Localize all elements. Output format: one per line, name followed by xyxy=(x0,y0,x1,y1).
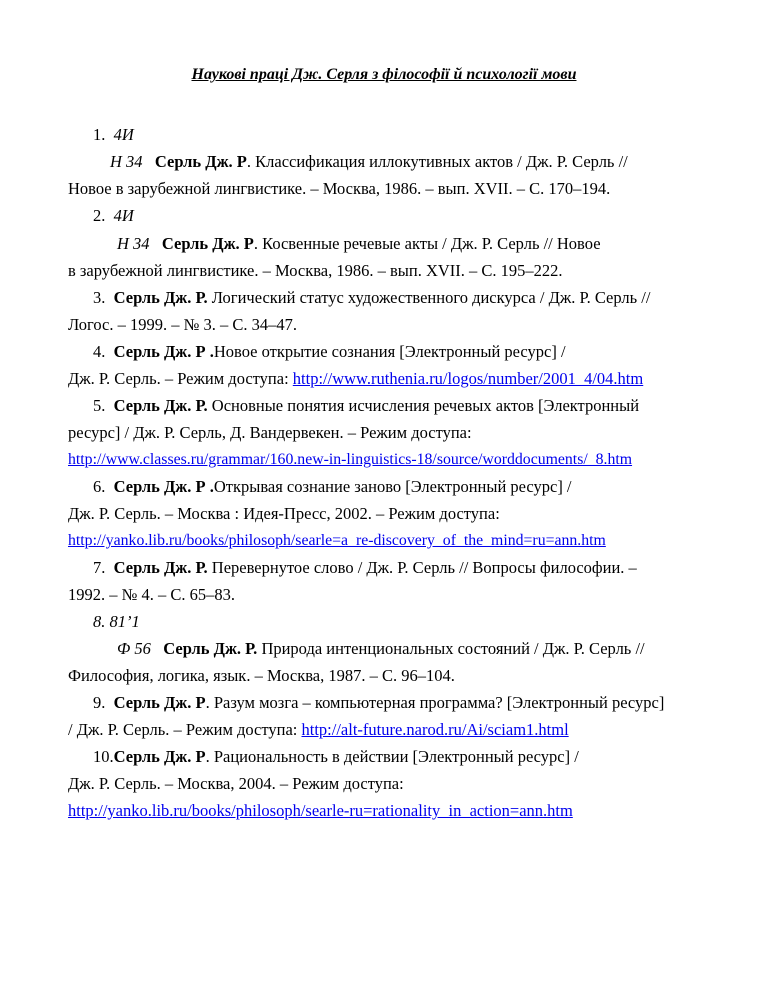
list-item-7-line1: 7. Серль Дж. Р. Перевернутое слово / Дж. Р. Серль // Вопросы философии. – xyxy=(93,558,637,577)
list-item-10-line1: 10.Серль Дж. Р. Рациональность в действии [Электронный ресурс] / xyxy=(93,747,579,766)
list-item-5-line3 xyxy=(68,450,632,470)
list-item-4-line2: Дж. Р. Серль. – Режим доступа: http://www.ruthenia.ru/logos/number/2001_4/04.htm xyxy=(68,369,644,388)
list-item-10-line3 xyxy=(68,801,573,821)
list-item-5-line2: ресурс] / Дж. Р. Серль, Д. Вандервекен. – Режим доступа: xyxy=(68,423,472,442)
catalog-code: Ф 56 xyxy=(117,639,151,658)
resource-link[interactable]: http://www.classes.ru/grammar/160.new-in-linguistics-18/source/worddocuments/_8.htm xyxy=(68,451,633,468)
list-item-2-number: 2. 4И xyxy=(93,206,134,225)
shelf-code: 4И xyxy=(113,125,134,144)
list-item-3-line2: Логос. – 1999. – № 3. – С. 34–47. xyxy=(68,315,297,334)
list-item-8-line2: Философия, логика, язык. – Москва, 1987. – С. 96–104. xyxy=(68,666,455,685)
author: Серль Дж. Р. xyxy=(113,288,208,307)
catalog-code: Н 34 xyxy=(117,234,150,253)
shelf-code: 4И xyxy=(113,206,134,225)
author: Серль Дж. Р xyxy=(154,152,247,171)
author: Серль Дж. Р. xyxy=(113,396,208,415)
author: Серль Дж. Р . xyxy=(113,342,214,361)
list-item-9-line2: / Дж. Р. Серль. – Режим доступа: http://alt-future.narod.ru/Ai/sciam1.html xyxy=(68,720,569,739)
list-item-1-number: 1. 4И xyxy=(93,125,134,144)
list-item-2-line1: Н 34 Серль Дж. Р. Косвенные речевые акты / Дж. Р. Серль // Новое xyxy=(117,234,601,253)
page-title: Наукові праці Дж. Серля з філософії й психології мови xyxy=(191,66,577,83)
list-item-8-number: 8. 81’1 xyxy=(93,612,140,631)
list-item-10-line2: Дж. Р. Серль. – Москва, 2004. – Режим доступа: xyxy=(68,774,404,793)
author: Серль Дж. Р xyxy=(161,234,254,253)
resource-link[interactable]: http://yanko.lib.ru/books/philosoph/searle=a_re-discovery_of_the_mind=ru=ann.htm xyxy=(68,532,606,549)
author: Серль Дж. Р xyxy=(113,747,206,766)
list-item-7-line2: 1992. – № 4. – С. 65–83. xyxy=(68,585,235,604)
list-item-1-line1: Н 34 Серль Дж. Р. Классификация иллокутивных актов / Дж. Р. Серль // xyxy=(110,152,628,171)
list-item-3-line1: 3. Серль Дж. Р. Логический статус художественного дискурса / Дж. Р. Серль // xyxy=(93,288,651,307)
resource-link[interactable]: http://yanko.lib.ru/books/philosoph/searle-ru=rationality_in_action=ann.htm xyxy=(68,801,573,820)
author: Серль Дж. Р . xyxy=(113,477,214,496)
catalog-code: Н 34 xyxy=(110,152,143,171)
list-item-5-line1: 5. Серль Дж. Р. Основные понятия исчисления речевых актов [Электронный xyxy=(93,396,640,415)
resource-link[interactable]: http://www.ruthenia.ru/logos/number/2001_4/04.htm xyxy=(292,369,644,388)
list-item-6-line2: Дж. Р. Серль. – Москва : Идея-Пресс, 2002. – Режим доступа: xyxy=(68,504,500,523)
list-item-9-line1: 9. Серль Дж. Р. Разум мозга – компьютерная программа? [Электронный ресурс] xyxy=(93,693,665,712)
list-item-4-line1: 4. Серль Дж. Р .Новое открытие сознания [Электронный ресурс] / xyxy=(93,342,566,361)
list-item-1-line2: Новое в зарубежной лингвистике. – Москва, 1986. – вып. XVII. – С. 170–194. xyxy=(68,179,611,198)
list-item-6-line1: 6. Серль Дж. Р .Открывая сознание заново [Электронный ресурс] / xyxy=(93,477,572,496)
list-item-8-line1: Ф 56 Серль Дж. Р. Природа интенциональных состояний / Дж. Р. Серль // xyxy=(117,639,645,658)
author: Серль Дж. Р. xyxy=(163,639,258,658)
list-item-2-line2: в зарубежной лингвистике. – Москва, 1986. – вып. XVII. – С. 195–222. xyxy=(68,261,563,280)
resource-link[interactable]: http://alt-future.narod.ru/Ai/sciam1.html xyxy=(301,720,569,739)
list-item-6-line3 xyxy=(68,531,606,551)
author: Серль Дж. Р. xyxy=(113,558,208,577)
author: Серль Дж. Р xyxy=(113,693,206,712)
